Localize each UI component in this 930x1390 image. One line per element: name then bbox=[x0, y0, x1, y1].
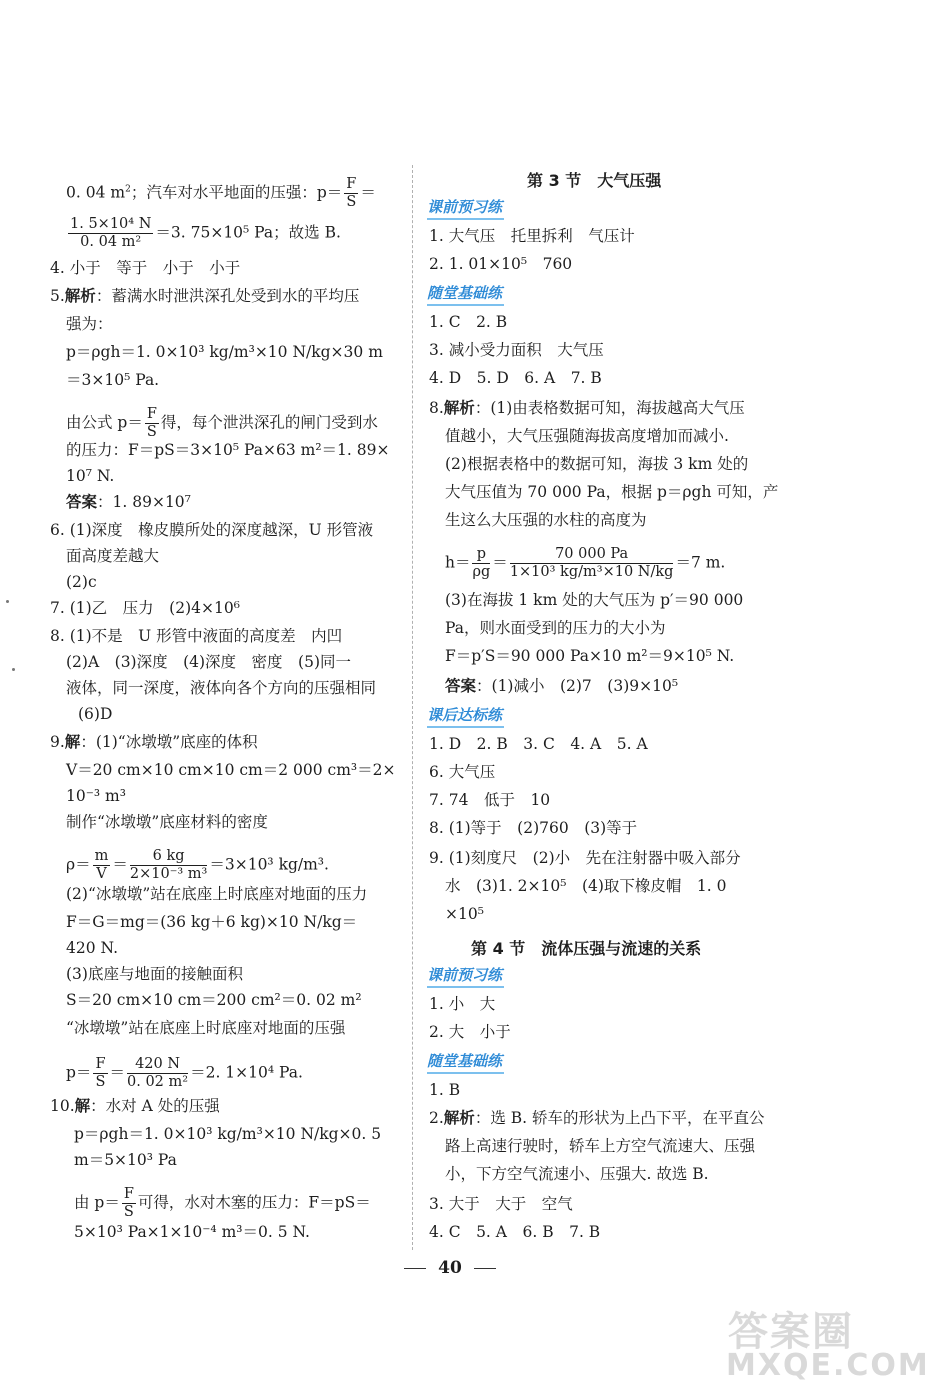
fraction: $\frac{F}{S}$ bbox=[123, 1186, 134, 1220]
section-tag: 课后达标练 bbox=[427, 704, 504, 728]
text-line: 2. 1. 01×10⁵ 760 bbox=[429, 255, 573, 273]
text-line: $\frac{\text{1. 5×10⁴ N}}{\text{0. 04 m²}}$ ＝3. 75×10⁵ Pa；故选 B. bbox=[70, 216, 341, 250]
section-tag: 随堂基础练 bbox=[427, 1050, 504, 1074]
fraction: $\frac{70 000 Pa}{\text{1×10³ kg/m³×10 N/kg}}$ bbox=[509, 546, 674, 580]
text-line: 420 N. bbox=[66, 939, 119, 957]
text-line: 由 p＝ $\frac{F}{S}$ 可得，水对木塞的压力：F＝pS＝ bbox=[74, 1186, 371, 1220]
section-title: 第 3 节 大气压强 bbox=[527, 171, 662, 190]
text-line: 8. (1)不是 U 形管中液面的高度差 内凹 bbox=[50, 627, 343, 645]
text-line: 7. (1)乙 压力 (2)4×10⁶ bbox=[50, 599, 240, 617]
text-line: ρ＝ $\frac{m}{V}$ ＝ $\frac{6 kg}{\text{2×10⁻³ m³}}$ ＝3×10³ kg/m³. bbox=[66, 848, 329, 882]
text-line: 5.解析：蓄满水时泄洪深孔处受到水的平均压 bbox=[50, 286, 360, 305]
text-line: 液体，同一深度，液体向各个方向的压强相同 bbox=[66, 679, 377, 697]
text-line: p＝ρgh＝1. 0×10³ kg/m³×10 N/kg×30 m bbox=[66, 343, 383, 361]
text-line: 10.解：水对 A 处的压强 bbox=[50, 1096, 220, 1115]
text-line: 10⁷ N. bbox=[66, 467, 115, 485]
text-line: 路上高速行驶时，轿车上方空气流速大、压强 bbox=[445, 1137, 756, 1155]
text-line: 8.解析：(1)由表格数据可知，海拔越高大气压 bbox=[429, 398, 745, 417]
fraction: $\frac{F}{S}$ bbox=[146, 406, 157, 440]
text-line: (6)D bbox=[78, 705, 113, 723]
text-line: 1. 小 大 bbox=[429, 995, 496, 1013]
section-tag: 随堂基础练 bbox=[427, 282, 504, 306]
text-line: F＝p′S＝90 000 Pa×10 m²＝9×10⁵ N. bbox=[445, 647, 735, 665]
scan-speck bbox=[12, 668, 15, 671]
text-line: 面高度差越大 bbox=[66, 547, 160, 565]
text-line: 9. (1)刻度尺 (2)小 先在注射器中吸入部分 bbox=[429, 849, 741, 867]
text-line: 1. 大气压 托里拆利 气压计 bbox=[429, 227, 635, 245]
text-line: 0. 04 $m^2$；汽车对水平地面的压强：p＝ $\frac{F}{S}$ ＝ bbox=[66, 176, 376, 210]
text-line: 2. 大 小于 bbox=[429, 1023, 511, 1041]
text-line: 3. 大于 大于 空气 bbox=[429, 1195, 573, 1213]
text-line: 制作“冰墩墩”底座材料的密度 bbox=[66, 813, 268, 831]
fraction: $\frac{6 kg}{\text{2×10⁻³ m³}}$ bbox=[129, 848, 208, 882]
text-line: 答案：(1)减小 (2)7 (3)9×10⁵ bbox=[445, 676, 679, 695]
text-line: 9.解：(1)“冰墩墩”底座的体积 bbox=[50, 732, 258, 751]
page-number-dash bbox=[474, 1268, 496, 1269]
section-title: 第 4 节 流体压强与流速的关系 bbox=[471, 939, 702, 958]
text-line: p＝ρgh＝1. 0×10³ kg/m³×10 N/kg×0. 5 bbox=[74, 1125, 382, 1143]
text-line: 1. C 2. B bbox=[429, 313, 508, 331]
text-line: (2)“冰墩墩”站在底座上时底座对地面的压力 bbox=[66, 885, 368, 903]
text-line: 6. (1)深度 橡皮膜所处的深度越深，U 形管液 bbox=[50, 521, 374, 539]
text-line: 10⁻³ m³ bbox=[66, 787, 126, 805]
text-line: 大气压值为 70 000 Pa，根据 p＝ρgh 可知，产 bbox=[445, 483, 779, 501]
text-line: 值越小，大气压强随海拔高度增加而减小. bbox=[445, 427, 729, 445]
fraction: $\frac{F}{S}$ bbox=[346, 176, 357, 210]
text-line: 7. 74 低于 10 bbox=[429, 791, 551, 809]
text-line: (3)底座与地面的接触面积 bbox=[66, 965, 243, 983]
text-line: 强为： bbox=[66, 315, 113, 333]
text-line: (2)c bbox=[66, 573, 97, 591]
text-line: 2.解析：选 B. 轿车的形状为上凸下平，在平直公 bbox=[429, 1108, 765, 1127]
text-line: F＝G＝mg＝(36 kg＋6 kg)×10 N/kg＝ bbox=[66, 913, 358, 931]
text-line: Pa，则水面受到的压力的大小为 bbox=[445, 619, 666, 637]
section-tag: 课前预习练 bbox=[427, 196, 504, 220]
text-line: 1. D 2. B 3. C 4. A 5. A bbox=[429, 735, 648, 753]
text-line: “冰墩墩”站在底座上时底座对地面的压强 bbox=[66, 1019, 346, 1037]
text-line: 6. 大气压 bbox=[429, 763, 496, 781]
text-line: m＝5×10³ Pa bbox=[74, 1151, 177, 1169]
text-line: 3. 减小受力面积 大气压 bbox=[429, 341, 604, 359]
text-line: 水 (3)1. 2×10⁵ (4)取下橡皮帽 1. 0 bbox=[445, 877, 727, 895]
text-line: ×10⁵ bbox=[445, 905, 484, 923]
fraction: $\frac{p}{\rho g}$ bbox=[472, 546, 491, 580]
section-tag: 课前预习练 bbox=[427, 964, 504, 988]
text-line: 4. D 5. D 6. A 7. B bbox=[429, 369, 602, 387]
page-number-dash bbox=[404, 1268, 426, 1269]
column-divider bbox=[412, 165, 413, 1250]
text-line: (3)在海拔 1 km 处的大气压为 p′＝90 000 bbox=[445, 591, 744, 609]
text-line: ＝3×10⁵ Pa. bbox=[66, 371, 160, 389]
text-line: 的压力：F＝pS＝3×10⁵ Pa×63 m²＝1. 89× bbox=[66, 441, 390, 459]
page-number: 40 bbox=[0, 1258, 900, 1278]
text-line: 1. B bbox=[429, 1081, 461, 1099]
text-line: 小，下方空气流速小、压强大. 故选 B. bbox=[445, 1165, 709, 1183]
fraction: $\frac{F}{S}$ bbox=[95, 1056, 106, 1090]
fraction: $\frac{\text{1. 5×10⁴ N}}{\text{0. 04 m²}}$ bbox=[70, 216, 152, 250]
text-line: V＝20 cm×10 cm×10 cm＝2 000 cm³＝2× bbox=[66, 761, 396, 779]
text-line: 4. C 5. A 6. B 7. B bbox=[429, 1223, 601, 1241]
text-line: 由公式 p＝ $\frac{F}{S}$ 得，每个泄洪深孔的闸门受到水 bbox=[66, 406, 378, 440]
text-line: 生这么大压强的水柱的高度为 bbox=[445, 511, 647, 529]
text-line: (2)根据表格中的数据可知，海拔 3 km 处的 bbox=[445, 455, 749, 473]
text-line: 答案：1. 89×10⁷ bbox=[66, 492, 191, 511]
text-line: 8. (1)等于 (2)760 (3)等于 bbox=[429, 819, 638, 837]
fraction: $\frac{m}{V}$ bbox=[94, 848, 109, 882]
text-line: (2)A (3)深度 (4)深度 密度 (5)同一 bbox=[66, 653, 352, 671]
fraction: $\frac{420 N}{\text{0. 02 m²}}$ bbox=[127, 1056, 189, 1090]
watermark-logo: 答案圈 MXQE.COM bbox=[726, 1309, 930, 1383]
text-line: 4. 小于 等于 小于 小于 bbox=[50, 259, 241, 277]
text-line: S＝20 cm×10 cm＝200 cm²＝0. 02 m² bbox=[66, 991, 362, 1009]
scan-speck bbox=[6, 600, 9, 603]
text-line: 5×10³ Pa×1×10⁻⁴ m³＝0. 5 N. bbox=[74, 1223, 310, 1241]
text-line: h＝ $\frac{p}{\rho g}$ ＝ $\frac{70 000 Pa}{\text{1×10³ kg/m³×10 N/kg}}$ ＝7 m. bbox=[445, 546, 726, 580]
text-line: p＝ $\frac{F}{S}$ ＝ $\frac{420 N}{\text{0. 02 m²}}$ ＝2. 1×10⁴ Pa. bbox=[66, 1056, 303, 1090]
